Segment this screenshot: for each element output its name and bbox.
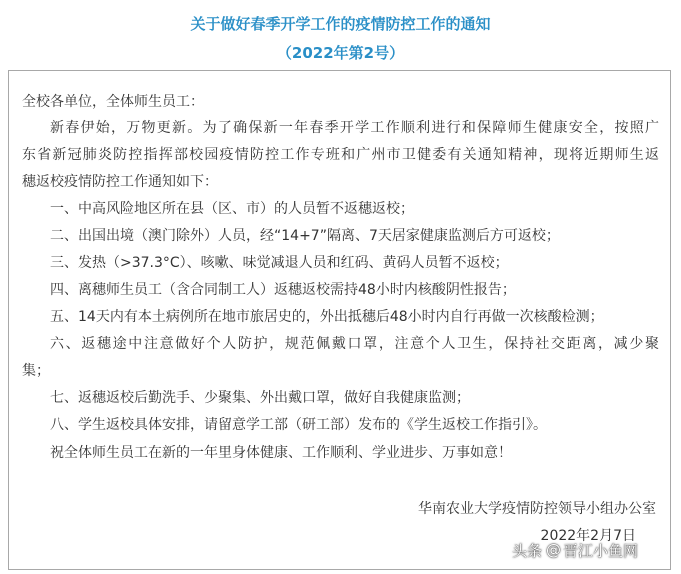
closing-wish: 祝全体师生员工在新的一年里身体健康、工作顺利、学业进步、万事如意！ [50, 445, 512, 461]
watermark-name: 晋江小鱼网 [563, 541, 639, 560]
list-item-3: 三、发热（>37.3°C）、咳嗽、味觉减退人员和红码、黄码人员暂不返校； [50, 255, 509, 271]
watermark [512, 537, 638, 563]
list-item-2: 二、出国出境（澳门除外）人员，经“14+7”隔离、7天居家健康监测后方可返校； [50, 228, 560, 244]
watermark-prefix: 头条 [512, 541, 543, 560]
list-item-6-cont: 集； [22, 363, 50, 379]
list-item-1: 一、中高风险地区所在县（区、市）的人员暂不返穗返校； [50, 201, 414, 217]
intro-line-1: 新春伊始，万物更新。为了确保新一年春季开学工作顺利进行和保障师生健康安全，按照广 [50, 120, 659, 136]
at-icon: @ [546, 541, 562, 559]
list-item-7: 七、返穗返校后勤洗手、少聚集、外出戴口罩，做好自我健康监测； [50, 390, 470, 406]
notice-number: （2022年第2号） [276, 44, 405, 62]
notice-date: 2022年2月7日 [540, 528, 636, 544]
intro-line-2: 东省新冠肺炎防控指挥部校园疫情防控工作专班和广州市卫健委有关通知精神，现将近期师生返 [22, 147, 659, 163]
signature: 华南农业大学疫情防控领导小组办公室 [418, 501, 656, 517]
list-item-4: 四、离穗师生员工（含合同制工人）返穗返校需持48小时内核酸阴性报告； [50, 282, 516, 298]
salutation: 全校各单位，全体师生员工： [22, 94, 204, 110]
list-item-5: 五、14天内有本土病例所在地市旅居史的，外出抵穗后48小时内自行再做一次核酸检测； [50, 309, 604, 325]
list-item-6: 六、返穗途中注意做好个人防护，规范佩戴口罩，注意个人卫生，保持社交距离，减少聚 [50, 336, 659, 352]
notice-title: 关于做好春季开学工作的疫情防控工作的通知 [190, 15, 491, 33]
intro-line-3: 穗返校疫情防控工作通知如下： [22, 174, 218, 190]
list-item-8: 八、学生返校具体安排，请留意学工部（研工部）发布的《学生返校工作指引》。 [50, 417, 547, 433]
